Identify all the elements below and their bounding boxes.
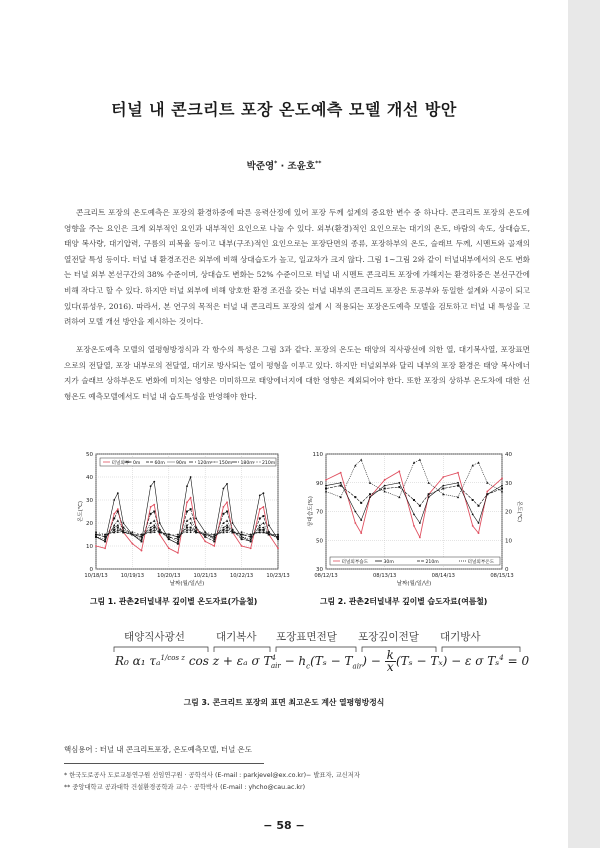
legend-label: 210m	[425, 559, 439, 565]
data-point	[222, 513, 224, 515]
data-point	[263, 527, 265, 529]
data-point	[325, 485, 327, 487]
data-point	[159, 531, 161, 533]
eq-term-4: (Tₛ − T	[310, 654, 353, 668]
data-point	[223, 506, 225, 508]
eq-sup-1: 1/cos z	[160, 654, 185, 662]
data-point	[277, 536, 279, 538]
legend-label: 180m	[240, 460, 254, 466]
legend-label: 120m	[197, 460, 211, 466]
data-point	[122, 531, 124, 533]
data-point	[442, 485, 444, 487]
data-point	[478, 505, 480, 507]
y-tick-label: 90	[316, 480, 323, 487]
data-point	[457, 485, 459, 487]
data-point	[168, 547, 170, 549]
y2-tick-label: 10	[505, 538, 512, 545]
data-point	[232, 522, 234, 524]
data-point	[177, 538, 179, 540]
data-point	[259, 517, 261, 519]
data-point	[195, 518, 197, 520]
author-line	[0, 158, 568, 172]
data-point	[413, 513, 415, 515]
data-point	[213, 545, 215, 547]
data-point	[340, 482, 342, 484]
data-point	[259, 529, 261, 531]
figure-1-temperature-chart	[70, 448, 290, 593]
data-point	[226, 527, 228, 529]
data-point	[95, 545, 97, 547]
footnote-1: * 한국도로공사 도로교통연구원 선임연구원 · 공학석사 (E-mail : parkjevel@ex.co.kr)− 발표자, 교신저자	[64, 772, 360, 779]
data-point	[384, 488, 386, 490]
data-point	[398, 486, 400, 488]
data-point	[277, 547, 279, 549]
data-point	[117, 492, 119, 494]
data-point	[360, 502, 362, 504]
data-point	[150, 506, 152, 508]
page-number: − 58 −	[263, 819, 305, 832]
data-point	[190, 531, 192, 533]
data-point	[413, 499, 415, 501]
data-point	[478, 532, 480, 534]
x-tick-label: 10/18/13	[84, 573, 108, 579]
y2-axis-label: 온도(℃)	[516, 500, 522, 523]
y2-tick-label: 30	[505, 480, 512, 487]
data-point	[486, 493, 488, 495]
data-point	[478, 522, 480, 524]
data-point	[226, 483, 228, 485]
data-point	[354, 496, 356, 498]
figure-3-caption: 그림 3. 콘크리트 포장의 표면 최고온도 계산 열평형방정식	[183, 698, 385, 707]
data-point	[141, 536, 143, 538]
data-point	[153, 511, 155, 513]
figure-2-caption: 그림 2. 관촌2터널내부 깊이별 습도자료(여름철)	[320, 597, 488, 606]
data-point	[132, 543, 134, 545]
figure-2-humidity-chart	[302, 448, 527, 593]
x-tick-label: 10/20/13	[157, 573, 181, 579]
data-point	[104, 540, 106, 542]
data-point	[360, 519, 362, 521]
eq-sup-2: 4	[271, 654, 276, 662]
eq-term-6: (Tₛ − Tₓ) − ε σ Tₛ	[395, 654, 500, 668]
legend-label: 60m	[154, 460, 165, 466]
legend-label: 30m	[383, 559, 394, 565]
y-tick-label: 50	[86, 452, 93, 458]
data-point	[177, 534, 179, 536]
y2-tick-label: 0	[505, 567, 509, 573]
y-tick-label: 20	[86, 521, 93, 527]
data-point	[186, 531, 188, 533]
data-point	[213, 540, 215, 542]
x-axis-label: 날짜(월/일/년)	[169, 581, 205, 587]
data-point	[226, 501, 228, 503]
data-point	[153, 527, 155, 529]
data-point	[153, 531, 155, 533]
data-point	[325, 479, 327, 481]
data-point	[259, 531, 261, 533]
x-tick-label: 10/19/13	[120, 573, 145, 579]
data-point	[223, 488, 225, 490]
data-point	[268, 524, 270, 526]
data-point	[250, 547, 252, 549]
y-tick-label: 70	[316, 509, 323, 516]
data-point	[384, 485, 386, 487]
body-paragraph-1: 콘크리트 포장의 온도예측은 포장의 환경하중에 따른 응력산정에 있어 포장 두께 설계의 중요한 변수 중 하나다. 콘크리트 포장의 온도에 영향을 주는 요인은 크게 외부적인 요인과 내부적인 요인으로 나눌 수 있다. 외부(환경)적인 요인으로는 대기의 온도, 바람의 속도, 상대습도, 태양 복사량, 대기압력, 구름의 피복율 등이고 내부(구조)적인 요인으로는 포장단면의 종류, 포장하부의 온도, 슬래브 두께, 시멘트와 골재의 열전달 특성 등이다. 터널 내 환경조건은 외부에 비해 상대습도가 높고, 일교차가 크지 않다. 그림 1~그림 2와 같이 터널내부에서의 온도 변화는 터널 외부 본선구간의 38% 수준이며, 상대습도 변화는 52% 수준이므로 터널 내 시멘트 콘크리트 포장에 가해지는 환경하중은 본선구간에 비해 작다고 할 수 있다. 하지만 터널 외부에 비해 양호한 환경 조건을 갖는 터널 내부의 콘크리트 포장은 토공부와 동일한 설계와 시공이 되고 있다(류성우, 2016). 따라서, 본 연구의 목적은 터널 내 콘크리트 포장의 설계 시 적용되는 포장온도예측 모델을 검토하고 터널 내 특성을 고려하여 모델 개선 방안을 제시하는 것이다.	[64, 208, 530, 327]
data-point	[398, 482, 400, 484]
x-tick-label: 08/14/13	[431, 573, 455, 579]
eq-frac-bottom: x	[386, 660, 394, 674]
data-point	[141, 550, 143, 552]
data-point	[241, 538, 243, 540]
data-point	[369, 496, 371, 498]
data-point	[150, 527, 152, 529]
data-point	[442, 476, 444, 478]
label-solar: 태양직사광선	[124, 631, 185, 643]
data-point	[186, 501, 188, 503]
data-point	[501, 485, 503, 487]
legend-label: 터널외부온도	[467, 559, 495, 565]
data-point	[457, 482, 459, 484]
data-point	[241, 545, 243, 547]
data-point	[213, 536, 215, 538]
x-tick-label: 08/15/13	[490, 573, 514, 579]
data-point	[501, 478, 503, 480]
data-point	[428, 493, 430, 495]
label-atmos-radiation: 대기복사	[216, 631, 257, 643]
eq-fraction	[385, 650, 396, 673]
data-point	[419, 522, 421, 524]
x-tick-label: 10/21/13	[193, 573, 217, 579]
author-1: 박준영	[246, 161, 275, 172]
data-point	[113, 517, 115, 519]
data-point	[204, 531, 206, 533]
data-point	[250, 540, 252, 542]
data-point	[153, 524, 155, 526]
data-point	[132, 531, 134, 533]
legend-label: 90m	[176, 460, 187, 466]
data-point	[226, 524, 228, 526]
eq-sup-6: 4	[499, 654, 504, 662]
data-point	[222, 529, 224, 531]
eq-term-3: − h	[280, 654, 307, 668]
data-point	[250, 536, 252, 538]
y2-tick-label: 20	[505, 509, 512, 516]
data-point	[141, 534, 143, 536]
data-point	[226, 511, 228, 513]
body-paragraph-2: 포장온도예측 모델의 열평형방정식과 각 항수의 특성은 그림 3과 같다. 포장의 온도는 태양의 직사광선에 의한 열, 대기복사열, 포장표면으로의 전달열, 포장 내부로의 전달열, 대기로 방사되는 열이 평형을 이루고 있다. 하지만 터널외부와 달리 내부의 포장 환경은 태양 복사에너지가 슬래브 상하부온도 변화에 미치는 영향은 미미하므로 태양에너지에 대한 영향은 제외되어야 한다. 또한 포장의 상하부 온도차에 대한 선형온도 예측모델에서도 터널 내 습도특성을 반영해야 한다.	[64, 345, 530, 401]
data-point	[384, 479, 386, 481]
author-1-mark: *	[274, 159, 278, 167]
data-point	[268, 534, 270, 536]
data-point	[150, 529, 152, 531]
data-point	[150, 531, 152, 533]
data-point	[122, 522, 124, 524]
data-point	[204, 536, 206, 538]
data-point	[168, 536, 170, 538]
label-depth-transfer: 포장깊이전달	[358, 631, 419, 643]
eq-term-1: R₀ α₁ τₐ	[115, 654, 161, 668]
y-tick-label: 10	[86, 544, 93, 550]
heat-balance-equation	[115, 650, 535, 682]
y-axis-label: 온도(℃)	[78, 500, 84, 523]
data-point	[117, 508, 119, 510]
author-separator: ·	[277, 161, 288, 172]
footnote-2: ** 중앙대학교 공과대학 건설환경공학과 교수 · 공학박사 (E-mail : yhcho@cau.ac.kr)	[64, 784, 306, 791]
data-point	[419, 536, 421, 538]
data-point	[398, 470, 400, 472]
y-tick-label: 30	[316, 567, 323, 573]
y-tick-label: 40	[86, 475, 93, 481]
data-point	[268, 531, 270, 533]
data-point	[457, 472, 459, 474]
y-tick-label: 50	[316, 538, 323, 545]
data-point	[360, 532, 362, 534]
footnote-rule	[64, 763, 264, 764]
data-point	[95, 531, 97, 533]
author-2: 조윤호	[287, 161, 316, 172]
x-tick-label: 10/23/13	[266, 573, 290, 579]
y-tick-label: 30	[86, 498, 93, 504]
data-point	[259, 495, 261, 497]
data-point	[259, 508, 261, 510]
data-point	[113, 499, 115, 501]
data-point	[104, 536, 106, 538]
data-point	[486, 490, 488, 492]
legend-label: 0m	[133, 460, 141, 466]
data-point	[190, 527, 192, 529]
data-point	[186, 511, 188, 513]
data-point	[277, 538, 279, 540]
data-point	[223, 527, 225, 529]
data-point	[263, 506, 265, 508]
data-point	[150, 513, 152, 515]
legend-label: 210m	[262, 460, 276, 466]
data-point	[472, 525, 474, 527]
data-point	[223, 531, 225, 533]
data-point	[413, 525, 415, 527]
y-tick-label: 0	[89, 567, 93, 573]
data-point	[472, 499, 474, 501]
eq-sub-2: air	[270, 662, 281, 671]
data-point	[501, 488, 503, 490]
data-point	[263, 492, 265, 494]
eq-frac-top: k	[386, 648, 394, 662]
data-point	[213, 534, 215, 536]
data-point	[177, 552, 179, 554]
data-point	[168, 534, 170, 536]
data-point	[277, 534, 279, 536]
data-point	[159, 534, 161, 536]
data-point	[104, 534, 106, 536]
label-atmos-emission: 대기방사	[440, 631, 481, 643]
data-point	[354, 511, 356, 513]
data-point	[159, 522, 161, 524]
data-point	[153, 481, 155, 483]
data-point	[113, 513, 115, 515]
data-point	[190, 508, 192, 510]
data-point	[104, 547, 106, 549]
data-point	[340, 485, 342, 487]
x-tick-label: 08/12/13	[314, 573, 338, 579]
data-point	[259, 527, 261, 529]
eq-term-7: = 0	[503, 654, 530, 668]
figure-1-caption: 그림 1. 관촌2터널내부 깊이별 온도자료(가을철)	[90, 597, 258, 606]
data-point	[117, 511, 119, 513]
data-point	[262, 515, 264, 517]
x-axis-label: 날짜(월/일/년)	[396, 581, 432, 587]
data-point	[250, 534, 252, 536]
y-tick-label: 110	[312, 452, 323, 458]
x-tick-label: 08/13/13	[373, 573, 397, 579]
data-point	[354, 522, 356, 524]
eq-term-5: ) −	[362, 654, 385, 668]
data-point	[150, 485, 152, 487]
data-point	[428, 496, 430, 498]
legend-label: 터널외부	[111, 460, 130, 466]
data-point	[113, 531, 115, 533]
data-point	[369, 493, 371, 495]
x-tick-label: 10/22/13	[229, 573, 254, 579]
data-point	[340, 472, 342, 474]
data-point	[153, 504, 155, 506]
paper-title: 터널 내 콘크리트 포장 온도예측 모델 개선 방안	[111, 100, 457, 119]
author-2-mark: **	[315, 159, 322, 167]
data-point	[190, 497, 192, 499]
data-point	[113, 527, 115, 529]
keywords: 핵심용어 : 터널 내 콘크리트포장, 온도예측모델, 터널 온도	[64, 745, 252, 754]
data-point	[241, 531, 243, 533]
legend-label: 150m	[219, 460, 233, 466]
data-point	[190, 476, 192, 478]
data-point	[232, 531, 234, 533]
y2-tick-label: 40	[505, 452, 512, 458]
data-point	[168, 538, 170, 540]
data-point	[190, 522, 192, 524]
eq-sub-3: c	[306, 662, 311, 671]
data-point	[442, 488, 444, 490]
data-point	[262, 529, 264, 531]
data-point	[195, 531, 197, 533]
data-point	[117, 531, 119, 533]
data-point	[113, 529, 115, 531]
data-point	[186, 524, 188, 526]
y-axis-label: 상대습도(%)	[308, 496, 314, 527]
data-point	[186, 485, 188, 487]
data-point	[141, 540, 143, 542]
data-point	[263, 531, 265, 533]
data-point	[472, 513, 474, 515]
data-point	[117, 527, 119, 529]
data-point	[204, 541, 206, 543]
legend-label: 터널외부습도	[341, 559, 369, 565]
data-point	[325, 488, 327, 490]
eq-sub-4: air	[352, 662, 363, 671]
data-point	[226, 531, 228, 533]
data-point	[419, 505, 421, 507]
page-margin-strip	[568, 0, 600, 848]
data-point	[117, 524, 119, 526]
data-point	[186, 527, 188, 529]
eq-term-2: cos z + εₐ σ T	[185, 654, 272, 668]
label-surface-transfer: 포장표면전달	[276, 631, 337, 643]
data-point	[177, 543, 179, 545]
